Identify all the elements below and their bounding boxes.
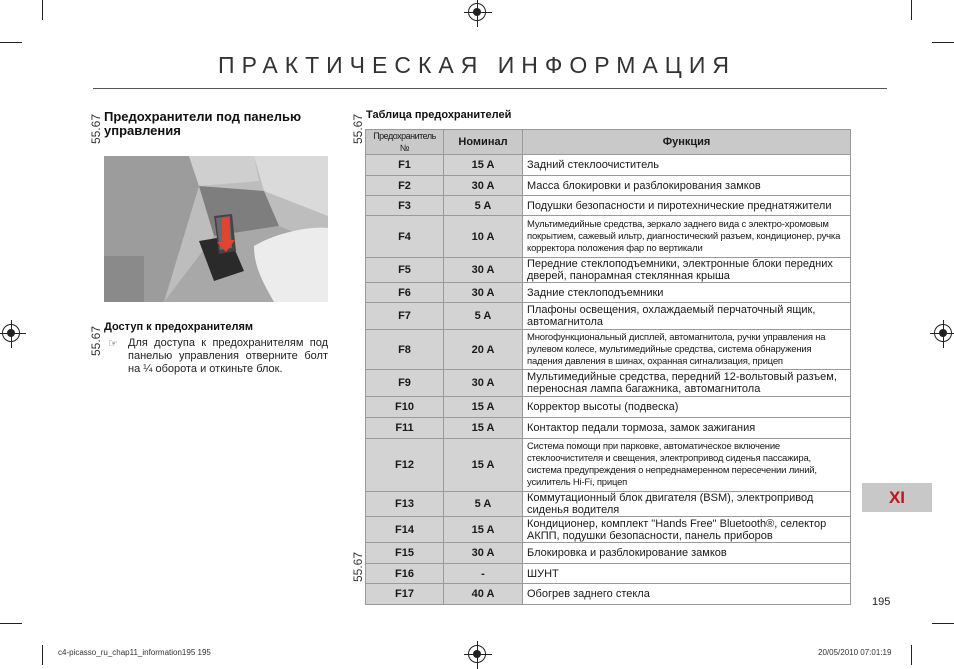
table-row [366, 564, 851, 584]
access-title: Доступ к предохранителям [104, 321, 254, 333]
fuse-cell: F5 [366, 258, 444, 283]
rating-cell: 15 A [444, 397, 523, 418]
section-code: 55.67 [89, 113, 103, 144]
registration-mark-icon [2, 324, 20, 342]
section-title [104, 110, 334, 138]
fuse-cell: F14 [366, 517, 444, 543]
crop-mark [0, 42, 22, 43]
function-cell: Задний стеклоочиститель [523, 155, 851, 176]
table-row [366, 492, 851, 517]
crop-mark [42, 0, 43, 20]
fuse-cell: F15 [366, 543, 444, 564]
function-cell: Кондиционер, комплект "Hands Free" Bluetooth®, селектор АКПП, подушки безопасности, панель приборов [523, 517, 851, 543]
table-row [366, 418, 851, 439]
fuse-cell: F3 [366, 196, 444, 216]
crop-mark [932, 42, 954, 43]
table-code: 55.67 [351, 113, 365, 144]
access-text: Для доступа к предохранителям под панелью управления отверните болт на ¼ оборота и откиньте блок. [128, 337, 328, 375]
access-code: 55.67 [89, 325, 103, 356]
footer-timestamp: 20/05/2010 07:01:19 [818, 648, 892, 657]
table-row [366, 584, 851, 605]
header-rating: Номинал [444, 130, 523, 155]
registration-mark-icon [468, 645, 486, 663]
rating-cell: 20 A [444, 330, 523, 370]
table-row [366, 397, 851, 418]
chapter-tab[interactable]: XI [862, 483, 932, 512]
table-row [366, 216, 851, 258]
table-row [366, 283, 851, 303]
table-title: Таблица предохранителей [366, 109, 512, 121]
footer-file-info: c4-picasso_ru_chap11_information195 195 [58, 648, 211, 657]
fuse-table [365, 129, 851, 605]
table-row [366, 543, 851, 564]
table-code-bottom: 55.67 [351, 551, 365, 582]
rating-cell: 30 A [444, 258, 523, 283]
fuse-cell: F10 [366, 397, 444, 418]
fuse-cell: F4 [366, 216, 444, 258]
table-row [366, 176, 851, 196]
rating-cell: 40 A [444, 584, 523, 605]
registration-mark-icon [934, 324, 952, 342]
fuse-cell: F2 [366, 176, 444, 196]
rating-cell: 15 A [444, 418, 523, 439]
rating-cell: 30 A [444, 543, 523, 564]
fuse-cell: F7 [366, 303, 444, 330]
function-cell: Задние стеклоподъемники [523, 283, 851, 303]
fuse-cell: F1 [366, 155, 444, 176]
table-header-row [366, 130, 851, 155]
rating-cell: 5 A [444, 492, 523, 517]
fuse-panel-illustration [104, 156, 328, 302]
fuse-cell: F11 [366, 418, 444, 439]
table-row [366, 330, 851, 370]
page-number: 195 [872, 596, 891, 608]
rating-cell: 5 A [444, 303, 523, 330]
function-cell: Контактор педали тормоза, замок зажигания [523, 418, 851, 439]
pointing-hand-icon: ☞ [108, 338, 118, 350]
title-divider [93, 88, 887, 89]
function-cell: Мультимедийные средства, зеркало заднего вида с электро-хромовым покрытием, сажевый ильтр, диагностический разъем, кондиционер, ручка корректора положения фар по вертикали [523, 216, 851, 258]
rating-cell: 10 A [444, 216, 523, 258]
crop-mark [911, 645, 912, 665]
rating-cell: 15 A [444, 439, 523, 492]
function-cell: Передние стеклоподъемники, электронные блоки передних дверей, панорамная стеклянная крыша [523, 258, 851, 283]
table-row [366, 517, 851, 543]
table-row [366, 258, 851, 283]
function-cell: Корректор высоты (подвеска) [523, 397, 851, 418]
crop-mark [0, 623, 22, 624]
page-title: ПРАКТИЧЕСКАЯ ИНФОРМАЦИЯ [218, 52, 736, 78]
header-fuse-number: Предохранитель № [366, 130, 444, 155]
function-cell: Блокировка и разблокирование замков [523, 543, 851, 564]
function-cell: Обогрев заднего стекла [523, 584, 851, 605]
section-title-line: Предохранители под панелью [104, 109, 302, 124]
table-row [366, 303, 851, 330]
registration-mark-icon [468, 3, 486, 21]
header-function: Функция [523, 130, 851, 155]
crop-mark [42, 645, 43, 665]
fuse-panel-photo [104, 156, 328, 302]
fuse-cell: F6 [366, 283, 444, 303]
fuse-cell: F8 [366, 330, 444, 370]
rating-cell: - [444, 564, 523, 584]
function-cell: Коммутационный блок двигателя (BSM), электропривод сиденья водителя [523, 492, 851, 517]
rating-cell: 15 A [444, 155, 523, 176]
rating-cell: 30 A [444, 176, 523, 196]
fuse-cell: F9 [366, 370, 444, 397]
function-cell: Система помощи при парковке, автоматическое включение стеклоочистителя и свещения, электропривод сиденья пассажира, система предупреждения о непреднамеренном пересечении линий, усилитель Hi-Fi, прицеп [523, 439, 851, 492]
function-cell: Масса блокировки и разблокирования замков [523, 176, 851, 196]
crop-mark [911, 0, 912, 20]
function-cell: Многофункциональный дисплей, автомагнитола, ручки управления на рулевом колесе, мультимедийные средства, система обнаружения падения давления в шинах, охранная сигнализация, прицеп [523, 330, 851, 370]
rating-cell: 5 A [444, 196, 523, 216]
rating-cell: 30 A [444, 283, 523, 303]
fuse-cell: F12 [366, 439, 444, 492]
table-row [366, 370, 851, 397]
table-row [366, 155, 851, 176]
function-cell: Подушки безопасности и пиротехнические преднатяжители [523, 196, 851, 216]
crop-mark [932, 623, 954, 624]
section-title-line: управления [104, 123, 181, 138]
table-row [366, 196, 851, 216]
function-cell: Мультимедийные средства, передний 12-вольтовый разъем, переносная лампа багажника, автомагнитола [523, 370, 851, 397]
fuse-cell: F13 [366, 492, 444, 517]
rating-cell: 15 A [444, 517, 523, 543]
fuse-cell: F16 [366, 564, 444, 584]
fuse-cell: F17 [366, 584, 444, 605]
function-cell: Плафоны освещения, охлаждаемый перчаточный ящик, автомагнитола [523, 303, 851, 330]
rating-cell: 30 A [444, 370, 523, 397]
function-cell: ШУНТ [523, 564, 851, 584]
table-row [366, 439, 851, 492]
